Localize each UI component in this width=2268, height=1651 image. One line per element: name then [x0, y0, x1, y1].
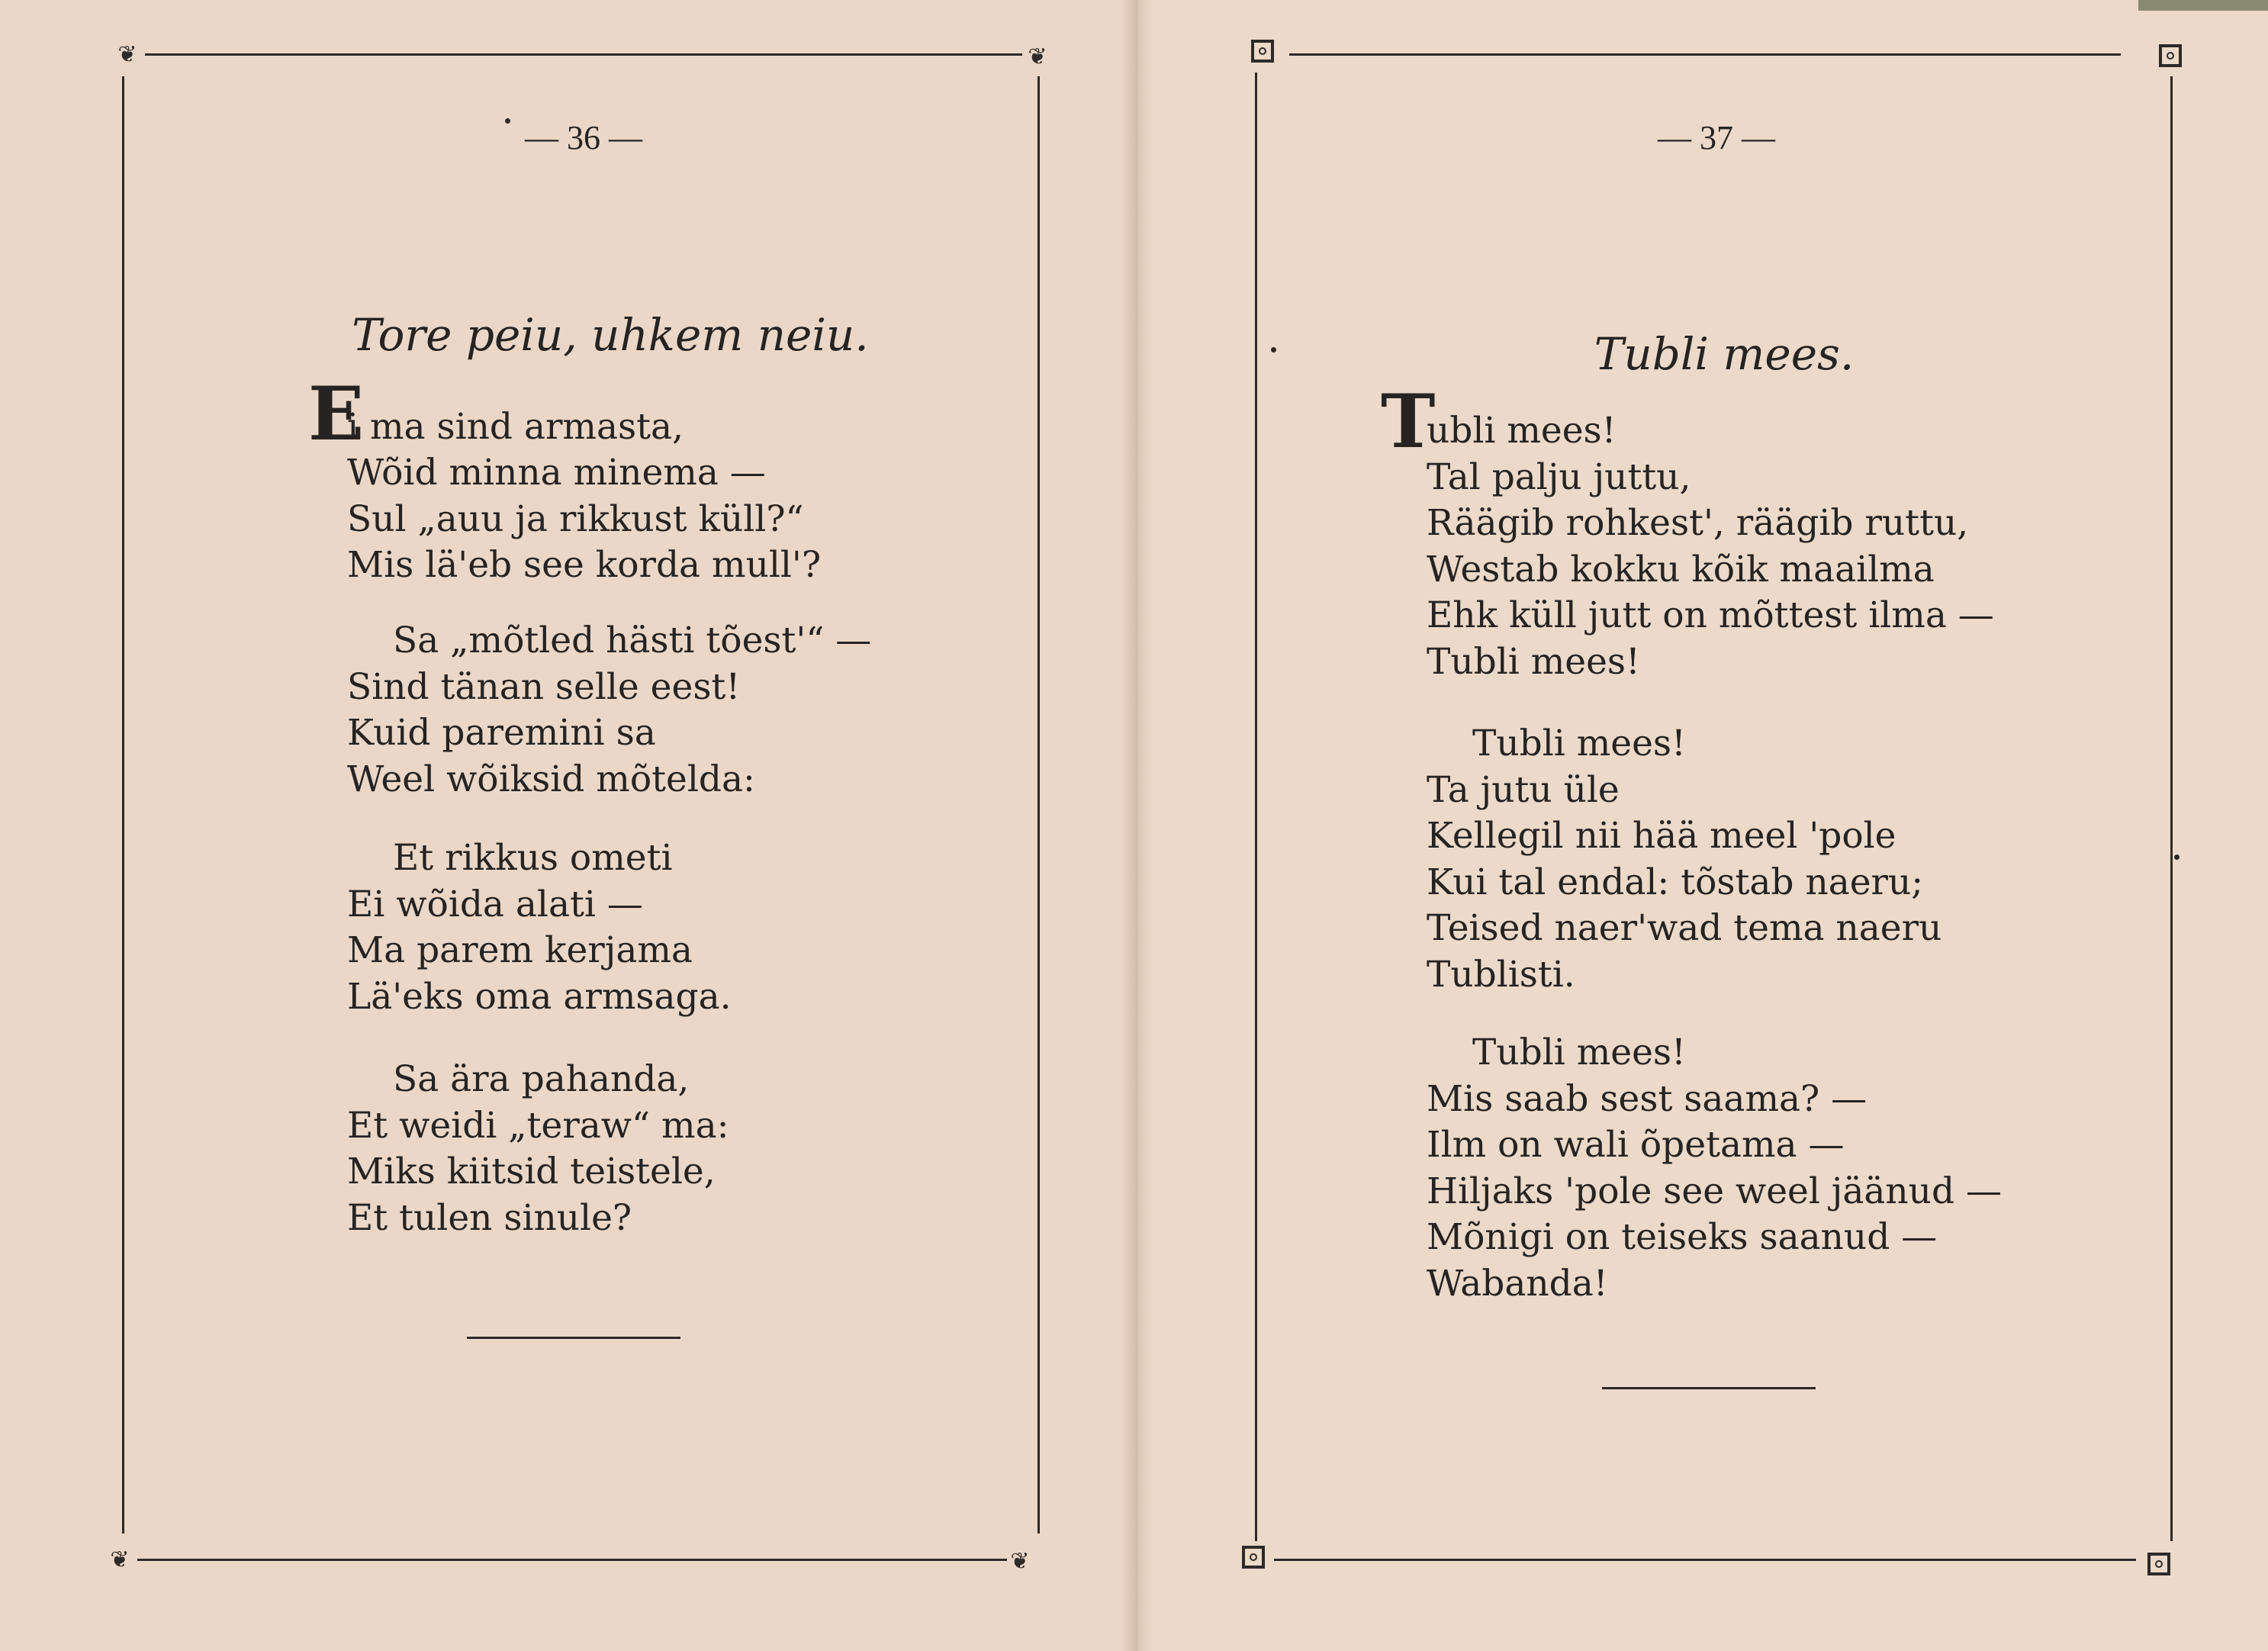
end-rule	[1602, 1387, 1816, 1389]
poem-line: Tubli mees!	[1427, 640, 1640, 683]
right-frame-top	[1289, 53, 2121, 56]
poem-line: Lä'eks oma armsaga.	[347, 975, 732, 1018]
poem-line: Tal palju juttu,	[1427, 455, 1691, 498]
ink-speck	[2174, 854, 2180, 860]
poem-line: Ma parem kerjama	[347, 929, 693, 971]
corner-ornament-icon: ❦	[117, 41, 137, 68]
page-number: — 37 —	[1658, 119, 1775, 156]
poem-title: Tubli mees.	[1594, 328, 1855, 380]
poem-line: Ta jutu üle	[1427, 768, 1620, 811]
ink-speck	[1271, 347, 1276, 352]
stanza	[1427, 408, 1994, 685]
poem-line: Et rikkus ometi	[393, 837, 673, 879]
drop-cap: E	[308, 371, 365, 457]
poem-line: Kellegil nii hää meel 'pole	[1427, 815, 1896, 857]
right-frame-left	[1255, 72, 1257, 1541]
stanza	[1427, 1030, 2002, 1307]
drop-cap: T	[1381, 378, 1436, 465]
left-frame-left	[122, 76, 124, 1534]
page-number: — 36 —	[525, 119, 642, 156]
poem-line: Ei wõida alati —	[347, 883, 643, 925]
poem-line: Kui tal endal: tõstab naeru;	[1427, 861, 1924, 903]
poem-line: Tubli mees!	[1472, 723, 1686, 764]
stanza	[1427, 721, 1941, 998]
poem-line: Kuid paremini sa	[347, 712, 656, 754]
book-gutter	[1121, 0, 1152, 1651]
poem-line: Westab kokku kõik maailma	[1427, 548, 1935, 591]
corner-square-icon	[1251, 40, 1274, 63]
poem-line: Tubli mees!	[1472, 1031, 1686, 1073]
left-frame-top	[145, 53, 1022, 56]
poem-line: Mõnigi on teiseks saanud —	[1427, 1216, 1938, 1258]
stanza	[347, 1057, 729, 1241]
right-frame-right	[2170, 76, 2173, 1541]
poem-line: ubli mees!	[1427, 410, 1617, 452]
poem-line: Weel wõiksid mõtelda:	[347, 758, 755, 800]
poem-line: Miks kiitsid teistele,	[347, 1151, 716, 1192]
page-edge-tab	[2138, 0, 2268, 11]
poem-line: Wõid minna minema —	[347, 452, 766, 494]
poem-line: Sind tänan selle eest!	[347, 665, 741, 708]
poem-line: i ma sind armasta,	[347, 406, 684, 448]
poem-line: Wabanda!	[1427, 1262, 1608, 1305]
poem-line: Mis lä'eb see korda mull'?	[347, 544, 822, 586]
poem-line: Ehk küll jutt on mõttest ilma —	[1427, 594, 1994, 636]
stanza	[347, 450, 821, 589]
corner-square-icon	[1242, 1546, 1265, 1569]
right-frame-bottom	[1274, 1559, 2136, 1561]
stanza	[347, 404, 684, 451]
corner-ornament-icon: ❦	[1010, 1548, 1030, 1575]
right-page	[1137, 0, 2268, 1651]
poem-line: Teised naer'wad tema naeru	[1427, 907, 1942, 949]
poem-line: Ilm on wali õpetama —	[1427, 1124, 1845, 1166]
poem-line: Mis saab sest saama? —	[1427, 1077, 1867, 1120]
poem-line: Sa ära pahanda,	[393, 1058, 690, 1100]
poem-line: Hiljaks 'pole see weel jäänud —	[1427, 1170, 2002, 1212]
corner-ornament-icon: ❦	[1028, 43, 1047, 70]
poem-line: Et weidi „teraw“ ma:	[347, 1104, 729, 1147]
corner-square-icon	[2159, 44, 2182, 67]
poem-line: Et tulen sinule?	[347, 1196, 632, 1239]
corner-ornament-icon: ❦	[110, 1546, 130, 1573]
poem-title: Tore peiu, uhkem neiu.	[352, 309, 869, 361]
corner-square-icon	[2147, 1553, 2170, 1575]
left-frame-right	[1037, 76, 1040, 1534]
stanza	[347, 835, 732, 1020]
left-frame-bottom	[137, 1559, 1007, 1561]
end-rule	[467, 1337, 680, 1339]
poem-line: Sul „auu ja rikkust küll?“	[347, 497, 804, 540]
poem-line: Sa „mõtled hästi tõest'“ —	[393, 620, 872, 661]
poem-line: Räägib rohkest', räägib ruttu,	[1427, 502, 1969, 544]
poem-line: Tublisti.	[1427, 953, 1575, 996]
stanza	[347, 618, 871, 803]
